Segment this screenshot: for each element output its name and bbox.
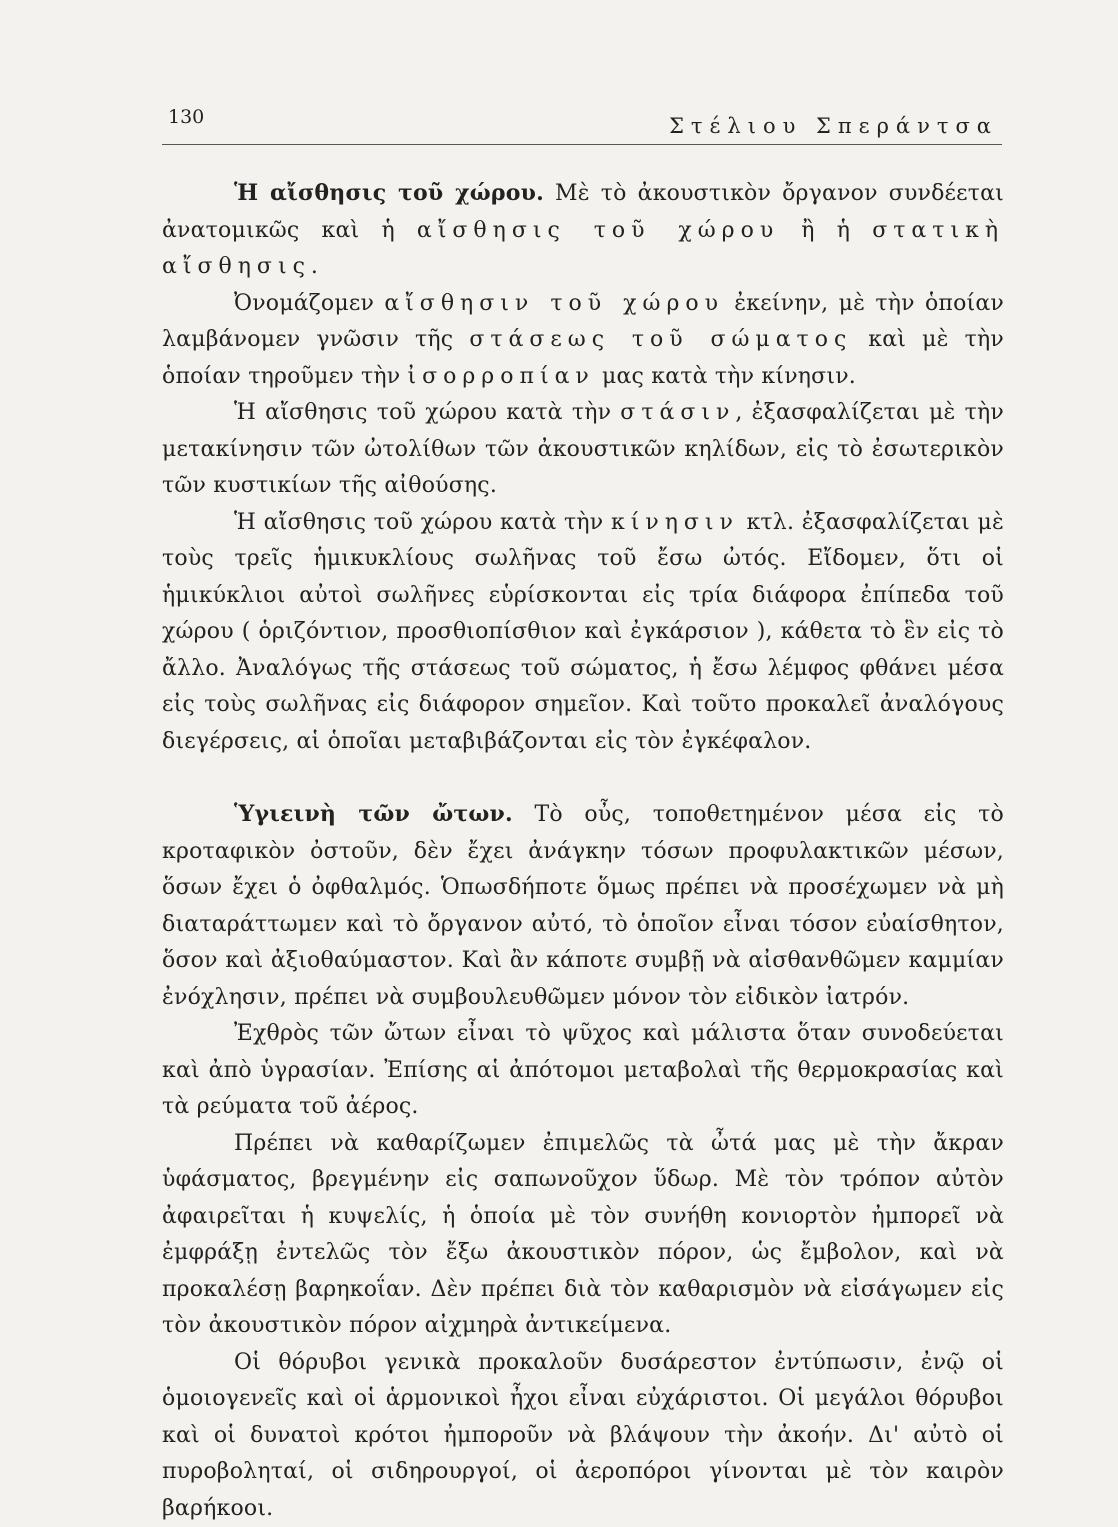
section-2-paragraph-1: Ὑγιεινὴ τῶν ὤτων. Τὸ οὖς, τοποθετημένον μέσα εἰς τὸ κροταφικὸν ὀστοῦν, δὲν ἔχει ἀνάγκην τόσων προφυλακτικῶν μέσων, ὅσων ἔχει ὁ ὀφθαλμός. Ὁπωσδήποτε ὅμως πρέπει νὰ προσέχωμεν νὰ μὴ διαταράττωμεν καὶ τὸ ὄργανον αὐτό, τὸ ὁποῖον εἶναι τόσον εὐαίσθητον, ὅσον καὶ ἀξιοθαύμαστον. Καὶ ἂν κάποτε συμβῇ νὰ αἰσθανθῶμεν καμμίαν ἐνόχλησιν, πρέπει νὰ συμβουλευθῶμεν μόνον τὸν εἰδικὸν ἰατρόν.: [162, 796, 1004, 1016]
section-2-paragraph-3: Πρέπει νὰ καθαρίζωμεν ἐπιμελῶς τὰ ὦτά μας μὲ τὴν ἄκραν ὑφάσματος, βρεγμένην εἰς σαπωνοῦχον ὕδωρ. Μὲ τὸν τρόπον αὐτὸν ἀφαιρεῖται ἡ κυψελίς, ἡ ὁποία μὲ τὸν συνήθη κονιορτὸν ἠμπορεῖ νὰ ἐμφράξῃ ἐντελῶς τὸν ἔξω ἀκουστικὸν πόρον, ὡς ἔμβολον, καὶ νὰ προκαλέσῃ βαρηκοΐαν. Δὲν πρέπει διὰ τὸν καθαρισμὸν νὰ εἰσάγωμεν εἰς τὸν ἀκουστικὸν πόρον αἰχμηρὰ ἀντικείμενα.: [162, 1126, 1004, 1345]
spaced-term: αἴσθησιν τοῦ χώρου: [384, 291, 724, 316]
spaced-term: κίνησιν: [611, 510, 739, 535]
section-2-paragraph-4: Οἱ θόρυβοι γενικὰ προκαλοῦν δυσάρεστον ἐντύπωσιν, ἐνῷ οἱ ὁμοιογενεῖς καὶ οἱ ἁρμονικοὶ ἦχοι εἶναι εὐχάριστοι. Οἱ μεγάλοι θόρυβοι καὶ οἱ δυνατοὶ κρότοι ἠμποροῦν νὰ βλάψουν τὴν ἀκοήν. Δι' αὐτὸ οἱ πυροβοληταί, οἱ σιδηρουργοί, οἱ ἀεροπόροι γίνονται μὲ τὸν καιρὸν βαρήκοοι.: [162, 1345, 1004, 1527]
section-1-paragraph-1: Ἡ αἴσθησις τοῦ χώρου. Μὲ τὸ ἀκουστικὸν ὄργανον συνδέεται ἀνατομικῶς καὶ ἡ αἴσθησις τοῦ χώρου ἢ ἡ στατικὴ αἴσθησις.: [162, 175, 1004, 286]
spaced-term: στατικὴ αἴσθησις: [162, 218, 1004, 280]
spaced-term: στάσεως τοῦ σώματος: [469, 327, 852, 352]
section-2-paragraph-2: Ἐχθρὸς τῶν ὤτων εἶναι τὸ ψῦχος καὶ μάλιστα ὅταν συνοδεύεται καὶ ἀπὸ ὑγρασίαν. Ἐπίσης αἱ ἀπότομοι μεταβολαὶ τῆς θερμοκρασίας καὶ τὰ ρεύματα τοῦ ἀέρος.: [162, 1016, 1004, 1126]
running-head: Στέλιου Σπεράντσα: [669, 114, 998, 138]
section-1-paragraph-2: Ὀνομάζομεν αἴσθησιν τοῦ χώρου ἐκείνην, μὲ τὴν ὁποίαν λαμβάνομεν γνῶσιν τῆς στάσεως τοῦ σώματος καὶ μὲ τὴν ὁποίαν τηροῦμεν τὴν ἰσορροπίαν μας κατὰ τὴν κίνησιν.: [162, 286, 1004, 396]
page-body: [162, 175, 1004, 1527]
spaced-term: στάσιν: [620, 400, 735, 425]
section-1-paragraph-3: Ἡ αἴσθησις τοῦ χώρου κατὰ τὴν στάσιν, ἐξασφαλίζεται μὲ τὴν μετακίνησιν τῶν ὠτολίθων τῶν ἀκουστικῶν κηλίδων, εἰς τὸ ἐσωτερικὸν τῶν κυστικίων τῆς αἰθούσης.: [162, 395, 1004, 505]
section-heading-ear-hygiene: Ὑγιεινὴ τῶν ὤτων.: [234, 801, 513, 827]
spaced-term: ἰσορροπίαν: [407, 364, 594, 389]
page-number: 130: [168, 106, 204, 128]
section-1-paragraph-4: Ἡ αἴσθησις τοῦ χώρου κατὰ τὴν κίνησιν κτλ. ἐξασφαλίζεται μὲ τοὺς τρεῖς ἡμικυκλίους σωλῆνας τοῦ ἔσω ὠτός. Εἴδομεν, ὅτι οἱ ἡμικύκλιοι αὐτοὶ σωλῆνες εὑρίσκονται εἰς τρία διάφορα ἐπίπεδα τοῦ χώρου ( ὁριζόντιον, προσθιοπίσθιον καὶ ἐγκάρσιον ), κάθετα τὸ ἓν εἰς τὸ ἄλλο. Ἀναλόγως τῆς στάσεως τοῦ σώματος, ἡ ἔσω λέμφος φθάνει μέσα εἰς τοὺς σωλῆνας εἰς διάφορον σημεῖον. Καὶ τοῦτο προκαλεῖ ἀναλόγους διεγέρσεις, αἱ ὁποῖαι μεταβιβάζονται εἰς τὸν ἐγκέφαλον.: [162, 505, 1004, 761]
section-heading-space-sense: Ἡ αἴσθησις τοῦ χώρου.: [234, 180, 544, 206]
page-header: [162, 104, 1002, 145]
spaced-term: αἴσθησις τοῦ χώρου: [417, 218, 779, 243]
